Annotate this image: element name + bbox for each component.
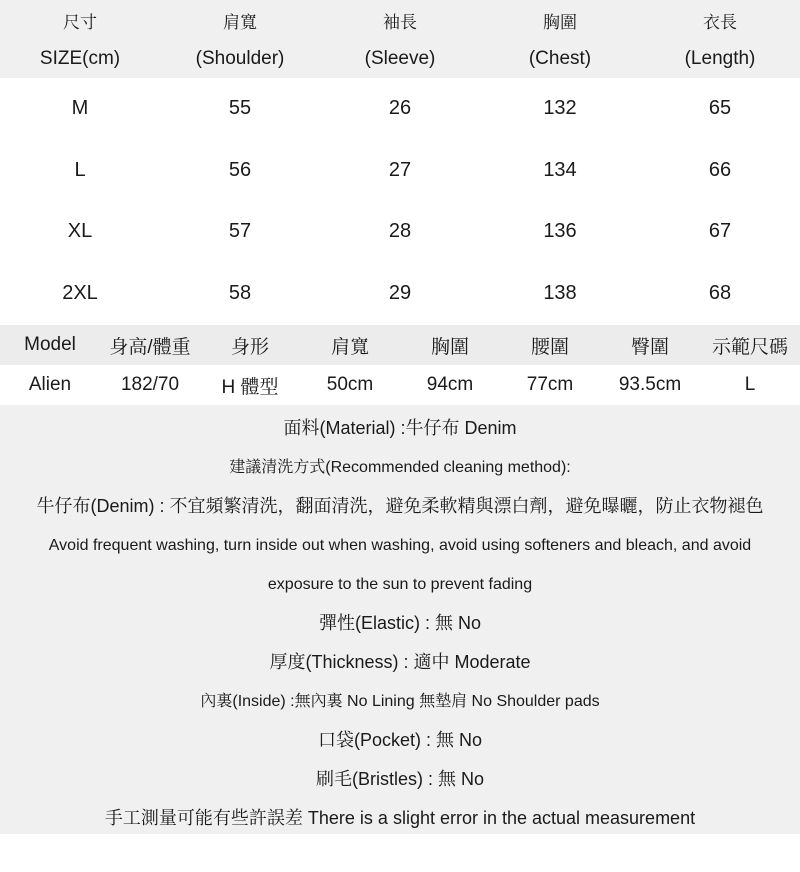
cell-size: 2XL [62, 281, 98, 304]
cell-model: Alien [28, 374, 72, 395]
cell-chest: 136 [543, 220, 577, 243]
cell-sample-size: L [744, 374, 756, 395]
table-row [0, 78, 800, 140]
cell-chest: 138 [543, 281, 577, 304]
size-header-row-zh [0, 0, 800, 40]
measurement-note: 手工測量可能有些許誤差 There is a slight error in the actual measurement [104, 808, 696, 828]
cell-sleeve: 29 [388, 281, 412, 304]
model-table-header [0, 325, 800, 365]
header-sample-size: 示範尺碼 [711, 336, 788, 358]
header-body-type: 身形 [230, 336, 269, 358]
header-sleeve-en: (Sleeve) [364, 48, 436, 69]
header-shoulder-zh: 肩寬 [223, 12, 257, 32]
header-waist: 腰圍 [530, 336, 569, 358]
cell-chest: 132 [543, 97, 577, 120]
cell-size: M [71, 97, 89, 120]
header-length-en: (Length) [684, 48, 756, 69]
cell-length: 68 [708, 281, 732, 304]
cell-shoulder: 56 [228, 158, 252, 181]
header-shoulder-en: (Shoulder) [195, 48, 285, 69]
bristles-line: 刷毛(Bristles) : 無 No [315, 769, 484, 789]
cell-chest: 94cm [426, 374, 474, 395]
elastic-line: 彈性(Elastic) : 無 No [318, 613, 482, 633]
cleaning-title: 建議清洗方式(Recommended cleaning method): [229, 459, 571, 476]
cell-shoulder: 57 [228, 220, 252, 243]
size-table [0, 0, 800, 324]
header-length-zh: 衣長 [703, 12, 737, 32]
cell-sleeve: 28 [388, 220, 412, 243]
material-line: 面料(Material) :牛仔布 Denim [283, 418, 517, 438]
table-row [0, 263, 800, 325]
header-chest-en: (Chest) [528, 48, 592, 69]
size-table-header [0, 0, 800, 78]
cell-sleeve: 26 [388, 97, 412, 120]
pocket-line: 口袋(Pocket) : 無 No [317, 730, 483, 750]
cell-shoulder: 55 [228, 97, 252, 120]
cell-length: 67 [708, 220, 732, 243]
header-hip: 臀圍 [630, 336, 669, 358]
model-table [0, 325, 800, 405]
header-shoulder: 肩寬 [330, 336, 369, 358]
cell-height-weight: 182/70 [120, 374, 180, 395]
cleaning-instructions-en-2: exposure to the sun to prevent fading [267, 576, 533, 593]
header-height-weight: 身高/體重 [109, 336, 191, 358]
cell-size: XL [67, 220, 93, 243]
cell-shoulder: 50cm [326, 374, 374, 395]
cell-hip: 93.5cm [618, 374, 682, 395]
thickness-line: 厚度(Thickness) : 適中 Moderate [269, 652, 531, 672]
header-model: Model [24, 334, 76, 355]
cell-sleeve: 27 [388, 158, 412, 181]
table-row [0, 140, 800, 202]
header-chest-zh: 胸圍 [543, 12, 577, 32]
header-size-en: SIZE(cm) [39, 48, 121, 69]
size-header-row-en [0, 40, 800, 78]
cell-size: L [74, 158, 86, 181]
header-chest: 胸圍 [430, 336, 469, 358]
cleaning-instructions-zh: 牛仔布(Denim) : 不宜頻繁清洗，翻面清洗，避免柔軟精與漂白劑，避免曝曬，防止衣物褪色 [36, 496, 764, 516]
cell-length: 65 [708, 97, 732, 120]
size-table-body [0, 78, 800, 324]
cleaning-instructions-en-1: Avoid frequent washing, turn inside out when washing, avoid using softeners and bleach, and avoid [48, 537, 752, 554]
inside-line: 內裏(Inside) :無內裏 No Lining 無墊肩 No Shoulder pads [200, 693, 600, 710]
table-row [0, 201, 800, 263]
product-info [0, 405, 800, 834]
table-row [0, 365, 800, 405]
cell-waist: 77cm [526, 374, 574, 395]
cell-length: 66 [708, 158, 732, 181]
header-size-zh: 尺寸 [63, 12, 97, 32]
cell-shoulder: 58 [228, 281, 252, 304]
header-sleeve-zh: 袖長 [383, 12, 417, 32]
cell-body-type: H 體型 [221, 376, 279, 398]
cell-chest: 134 [543, 158, 577, 181]
